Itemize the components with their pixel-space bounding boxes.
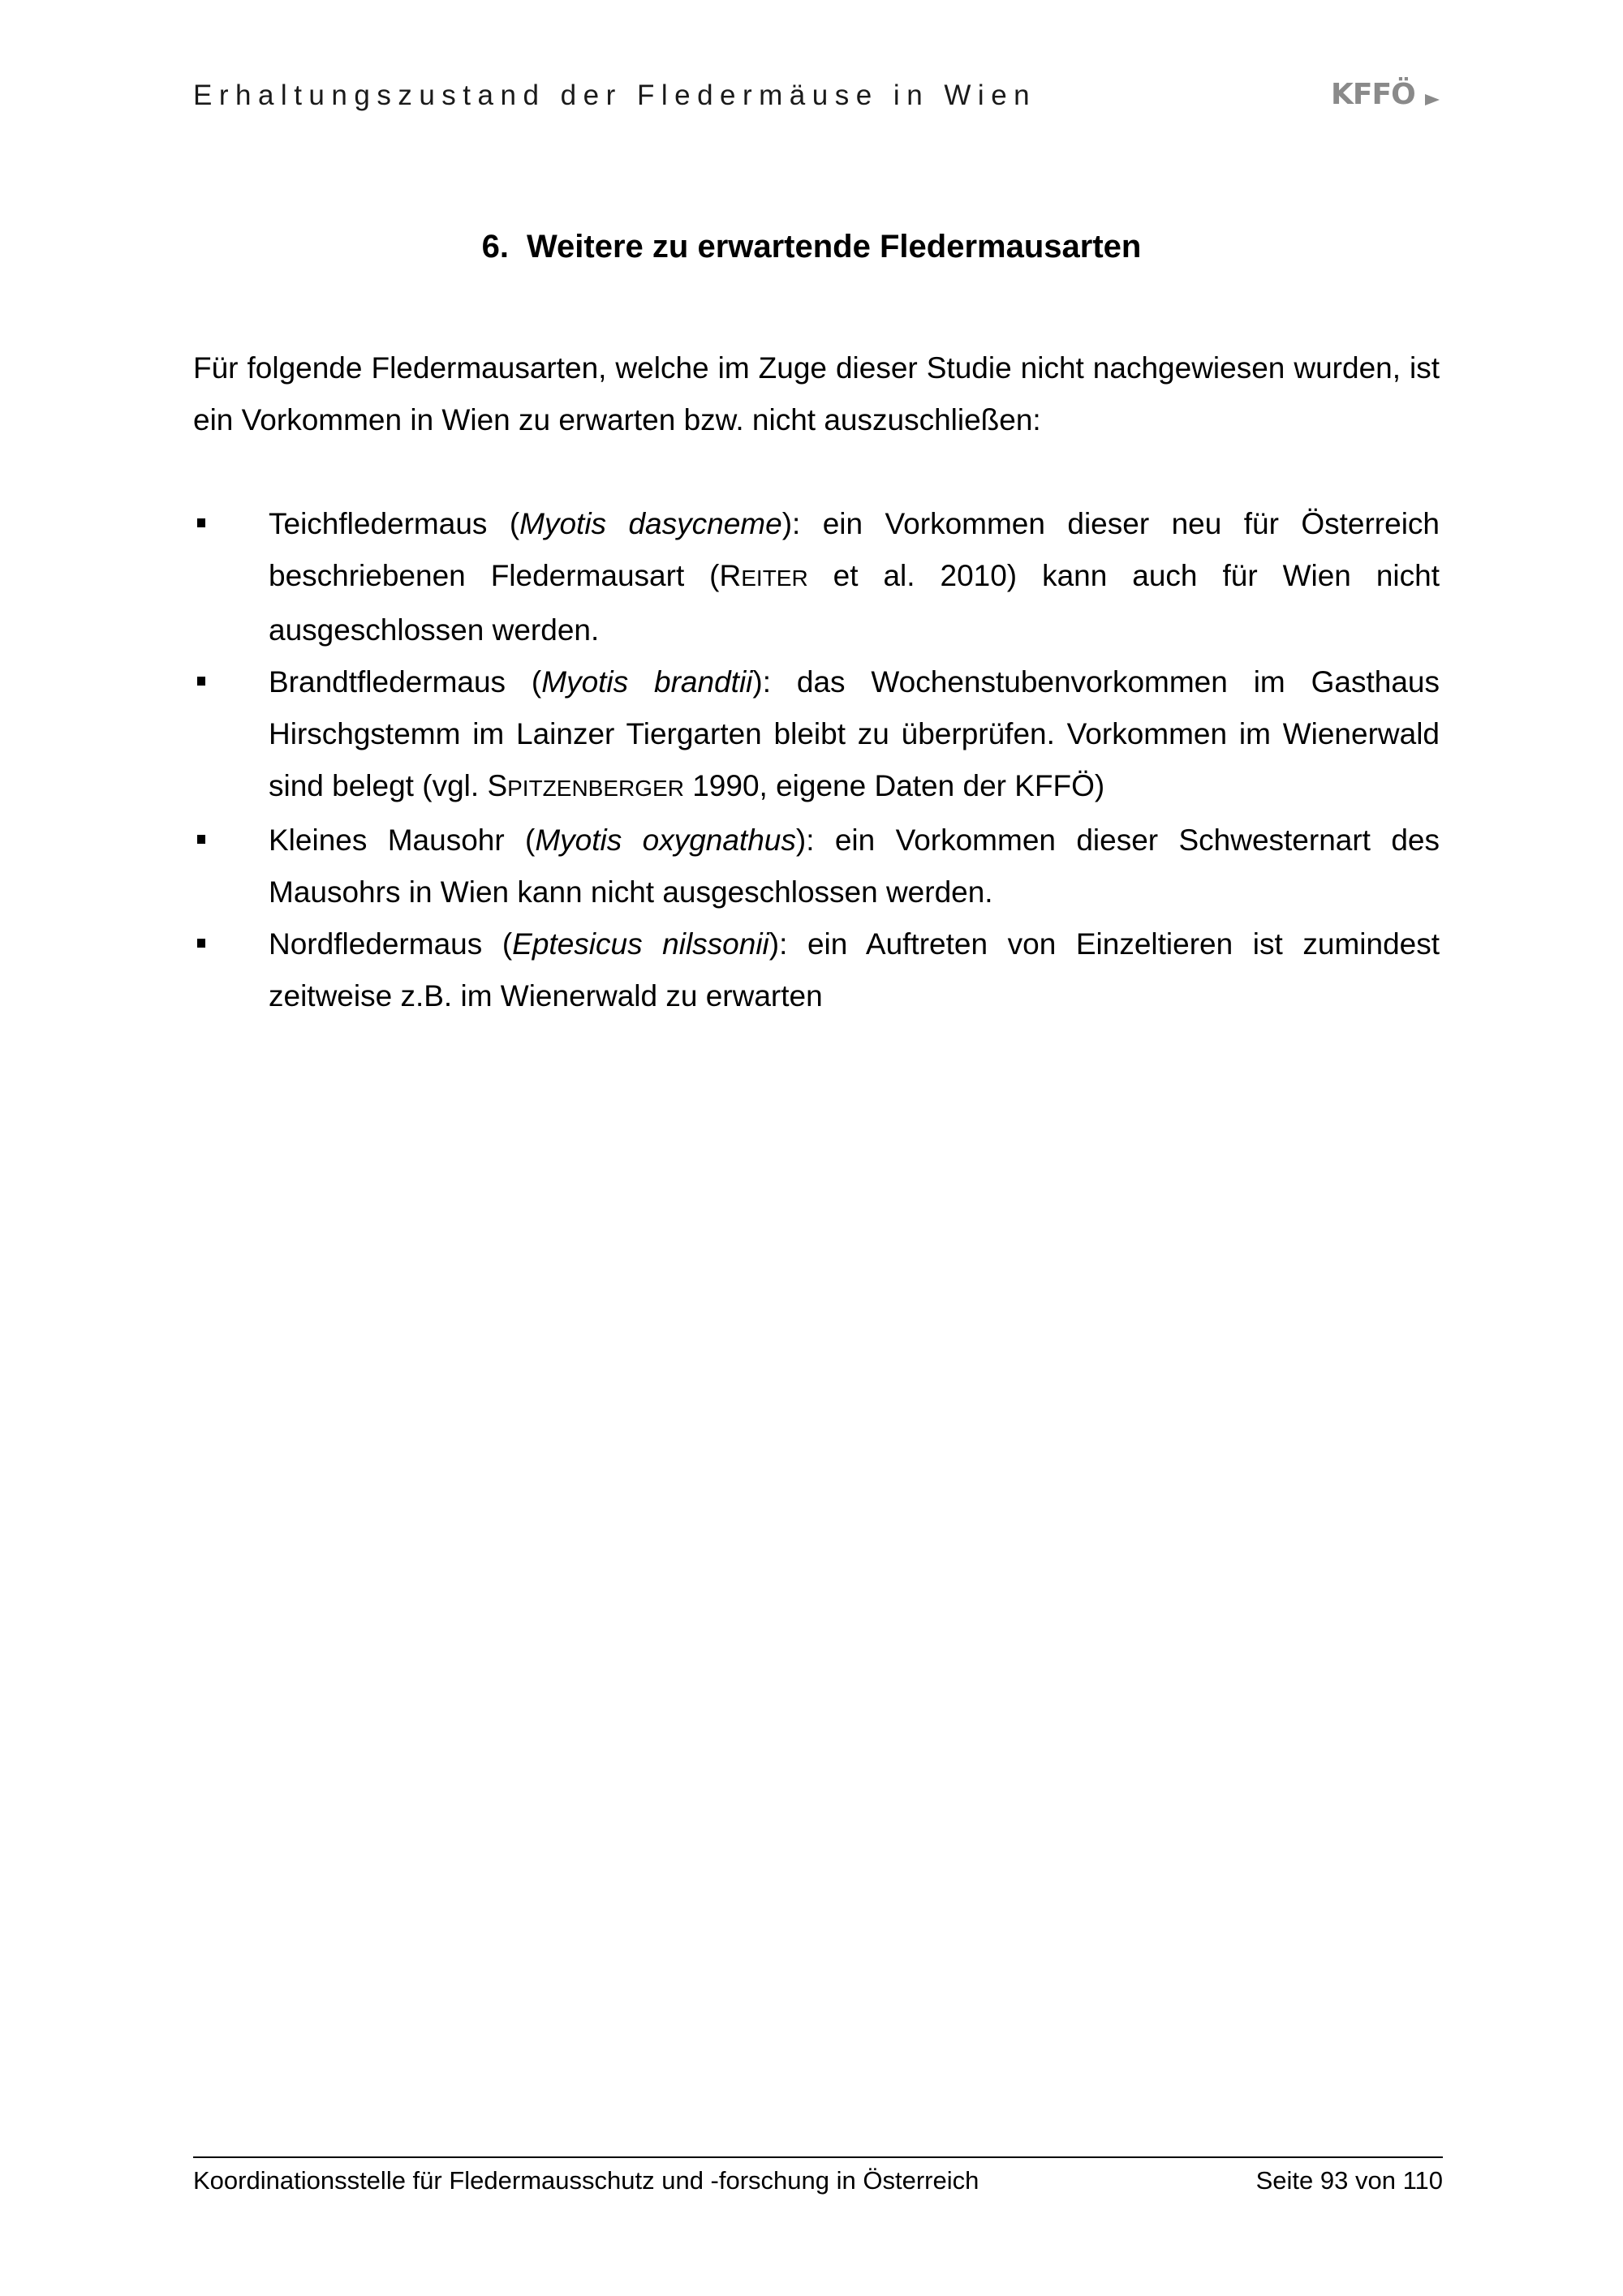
description-end: et al. 2010) kann auch für Wien nicht ausgeschlossen werden. (269, 559, 1440, 647)
intro-paragraph: Für folgende Fledermausarten, welche im Zuge dieser Studie nicht nachgewiesen wurden, ist ein Vorkommen in Wien zu erwarten bzw. nicht auszuschließen: (193, 351, 1440, 436)
list-item (193, 815, 1440, 918)
list-item (193, 498, 1440, 656)
running-header-title: Erhaltungszustand der Fledermäuse in Wien (193, 80, 1037, 111)
paren-open: ( (506, 665, 542, 699)
latin-name: Myotis dasycneme (519, 507, 782, 540)
latin-name: Myotis oxygnathus (535, 823, 796, 857)
page-footer (193, 2156, 1443, 2205)
description: ): ein Auftreten von Einzeltieren ist zumindest zeitweise z.B. im Wienerwald zu erwarten (269, 927, 1440, 1013)
section-title: Weitere zu erwartende Fledermausarten (527, 229, 1142, 264)
section-heading (0, 229, 1623, 265)
author-initial: R (719, 559, 742, 592)
author-smallcaps: PITZENBERGER (507, 776, 684, 801)
square-bullet-icon (197, 677, 205, 686)
description: ): das Wochenstubenvorkommen im Gasthaus Hirschgstemm im Lainzer Tiergarten bleibt zu überprüfen. Vorkommen im Wienerwald sind belegt (vgl. (269, 665, 1440, 802)
author-smallcaps: EITER (741, 565, 808, 591)
description: ): ein Vorkommen dieser Schwesternart des Mausohrs in Wien kann nicht ausgeschlossen werden. (269, 823, 1440, 909)
paren-open: ( (504, 823, 536, 857)
main-content (193, 342, 1440, 1022)
list-item (193, 918, 1440, 1022)
section-number: 6. (481, 229, 510, 264)
square-bullet-icon (197, 518, 205, 527)
description-end: 1990, eigene Daten der KFFÖ) (683, 769, 1105, 802)
square-bullet-icon (197, 835, 205, 844)
description: ): ein Vorkommen dieser neu für Österreich beschriebenen Fledermausart ( (269, 507, 1440, 592)
square-bullet-icon (197, 939, 205, 948)
latin-name: Myotis brandtii (541, 665, 753, 699)
common-name: Teichfledermaus (269, 507, 488, 540)
paren-open: ( (487, 507, 520, 540)
author-initial: S (487, 769, 508, 802)
paren-open: ( (482, 927, 513, 961)
common-name: Kleines Mausohr (269, 823, 505, 857)
common-name: Brandtfledermaus (269, 665, 506, 699)
kffo-logo (1329, 73, 1443, 110)
latin-name: Eptesicus nilssonii (512, 927, 769, 961)
page-number: Seite 93 von 110 (1255, 2166, 1443, 2195)
common-name: Nordfledermaus (269, 927, 483, 961)
species-list (193, 498, 1440, 1022)
list-item (193, 656, 1440, 815)
page-header (193, 70, 1443, 118)
footer-organization: Koordinationsstelle für Fledermausschutz und -forschung in Österreich (193, 2166, 979, 2195)
svg-text:KFFÖ: KFFÖ (1331, 78, 1415, 110)
